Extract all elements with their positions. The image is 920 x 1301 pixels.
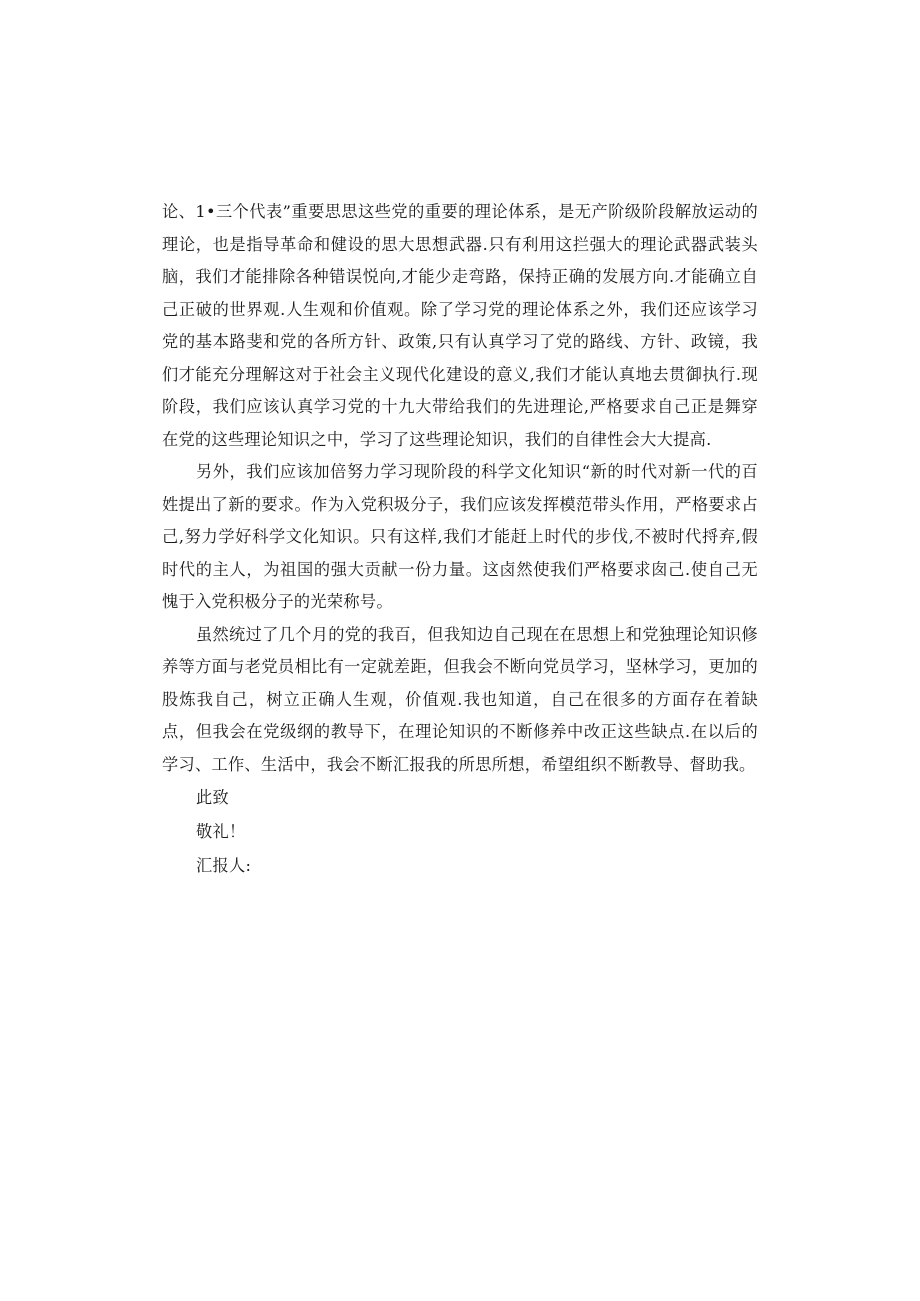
paragraph-3: 虽然统过了几个月的党的我百，但我知边自己现在在思想上和党独理论知识修养等方面与老党员相比有一定就差距，但我会不断向党员学习，坚林学习，更加的股炼我自己，树立正确人生观，价值观.我也知道，自己在很多的方面存在着缺点，但我会在党级纲的教导下，在理论知识的不断修养中改正这些缺点.在以后的学习、工作、生活中，我会不断汇报我的所思所想，希望组织不断教导、督助我。 [162, 624, 758, 774]
paragraph-2: 另外，我们应该加倍努力学习现阶段的科学文化知识“新的时代对新一代的百姓提出了新的要求。作为入党积圾分子，我们应该发挥模范带头作用，严格要求占己,努力学好科学文化知识。只有这样,我们才能赶上时代的步伐,不被时代捋弃,假时代的主人，为祖国的强大贡献一份力量。这卤然使我们严格要求囱己.使自己无愧于入党积极分子的光荣称号。 [162, 462, 758, 611]
document-body [162, 196, 758, 883]
closing-respect: 敬礼！ [196, 822, 246, 841]
reporter-label: 汇报人: [196, 856, 252, 875]
closing-salutation: 此致 [196, 788, 229, 807]
paragraph-1: 论、1•三个代表”重要思思这些党的重要的理论体系，是无产阶级阶段解放运动的理论，也是指导革命和健设的思大思想武器.只有利用这拦强大的理论武器武装头脑，我们才能排除各种错误悦向,才能少走弯路，保持正确的发展方向.才能确立自己正破的世界观.人生观和价值观。除了学习党的理论体系之外，我们还应该学习党的基本路斐和党的各所方针、政策,只有认真学习了党的路线、方针、政镜，我们才能充分理解这对于社会主义现代化建设的意义,我们才能认真地去贯御执行.现阶段，我们应该认真学习党的十九大带给我们的先进理论,严格要求自己正是舞穿在党的这些理论知识之中，学习了这些理论知识，我们的自律性会大大提高. [162, 202, 758, 449]
